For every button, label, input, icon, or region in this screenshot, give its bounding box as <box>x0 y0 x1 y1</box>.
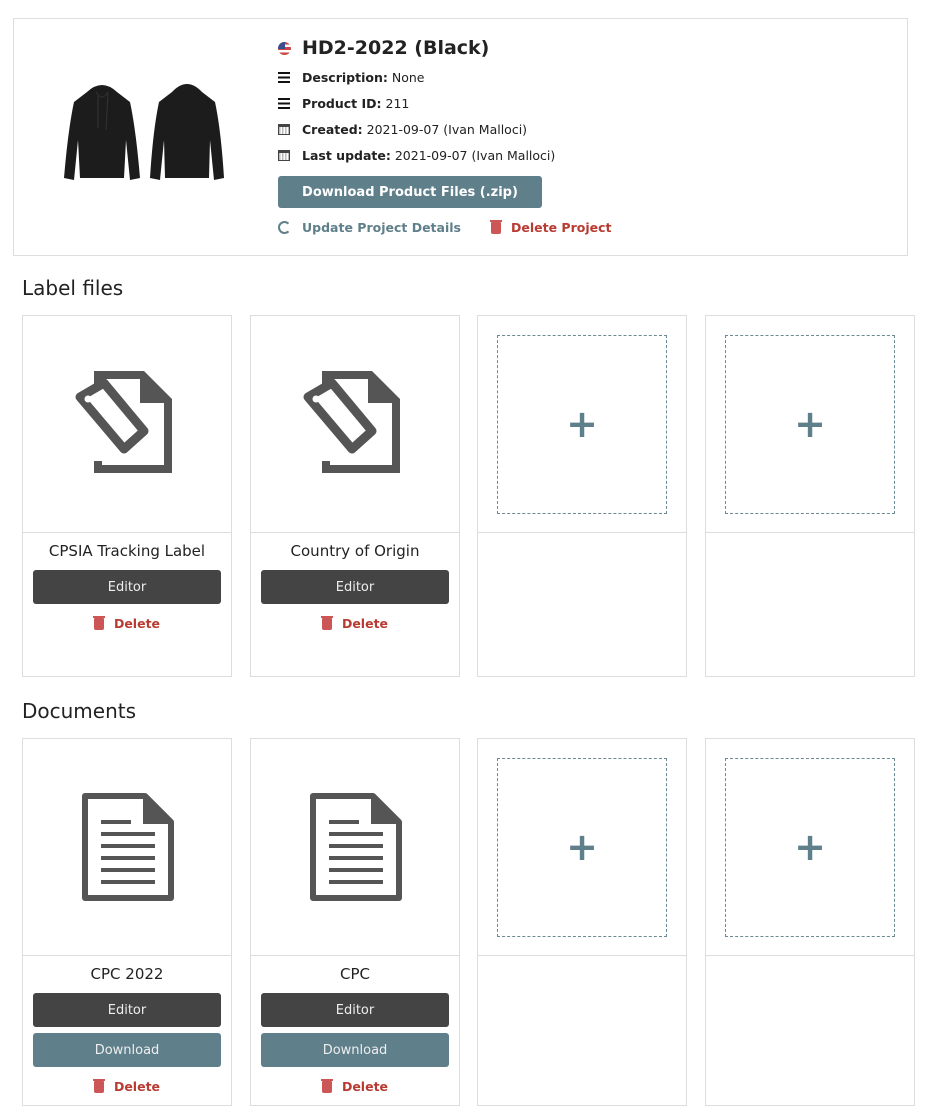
trash-icon <box>491 222 501 234</box>
calendar-icon <box>278 124 290 135</box>
editor-button[interactable]: Editor <box>261 570 449 604</box>
product-image <box>52 70 232 190</box>
download-button[interactable]: Download <box>261 1033 449 1067</box>
delete-button[interactable] <box>251 616 459 631</box>
label-files-heading: Label files <box>22 276 124 300</box>
document-icon <box>79 792 175 902</box>
trash-icon <box>322 618 332 630</box>
description-value: None <box>391 69 425 85</box>
delete-button[interactable] <box>251 1079 459 1094</box>
delete-label: Delete <box>341 616 389 631</box>
document-icon <box>307 792 403 902</box>
add-label-slot[interactable] <box>705 315 915 677</box>
documents-heading: Documents <box>22 699 137 723</box>
delete-button[interactable] <box>23 1079 231 1094</box>
created-value: 2021-09-07 (Ivan Malloci) <box>366 121 528 137</box>
delete-project-link[interactable] <box>491 220 611 235</box>
add-document-slot[interactable] <box>477 738 687 1106</box>
update-project-details-link[interactable] <box>278 220 461 235</box>
product-info <box>278 36 611 235</box>
label-card <box>250 315 460 677</box>
product-id-label: Product ID: <box>302 95 382 111</box>
label-file-icon <box>72 369 182 479</box>
updated-value: 2021-09-07 (Ivan Malloci) <box>394 147 556 163</box>
delete-label: Delete <box>113 1079 161 1094</box>
plus-icon: + <box>794 402 826 446</box>
product-title: HD2-2022 (Black) <box>302 37 490 59</box>
label-name: Country of Origin <box>290 542 420 560</box>
document-card <box>22 738 232 1106</box>
label-card <box>22 315 232 677</box>
delete-button[interactable] <box>23 616 231 631</box>
editor-button[interactable]: Editor <box>33 993 221 1027</box>
list-icon <box>278 98 290 109</box>
product-id-value: 211 <box>385 95 410 111</box>
add-label-slot[interactable] <box>477 315 687 677</box>
label-file-icon <box>300 369 410 479</box>
editor-button[interactable]: Editor <box>261 993 449 1027</box>
download-product-files-button[interactable]: Download Product Files (.zip) <box>278 176 542 208</box>
editor-button[interactable]: Editor <box>33 570 221 604</box>
plus-icon: + <box>566 825 598 869</box>
refresh-icon <box>278 221 291 234</box>
list-icon <box>278 72 290 83</box>
label-name: CPSIA Tracking Label <box>48 542 206 560</box>
us-flag-icon <box>278 42 291 55</box>
delete-label: Delete Project <box>510 220 612 235</box>
document-name: CPC 2022 <box>90 965 164 983</box>
updated-label: Last update: <box>302 147 391 163</box>
download-button[interactable]: Download <box>33 1033 221 1067</box>
add-document-slot[interactable] <box>705 738 915 1106</box>
trash-icon <box>94 1081 104 1093</box>
update-label: Update Project Details <box>302 220 461 235</box>
delete-label: Delete <box>113 616 161 631</box>
description-label: Description: <box>302 69 388 85</box>
trash-icon <box>322 1081 332 1093</box>
calendar-icon <box>278 150 290 161</box>
document-card <box>250 738 460 1106</box>
trash-icon <box>94 618 104 630</box>
delete-label: Delete <box>341 1079 389 1094</box>
plus-icon: + <box>794 825 826 869</box>
plus-icon: + <box>566 402 598 446</box>
document-name: CPC <box>340 965 370 983</box>
created-label: Created: <box>302 121 363 137</box>
